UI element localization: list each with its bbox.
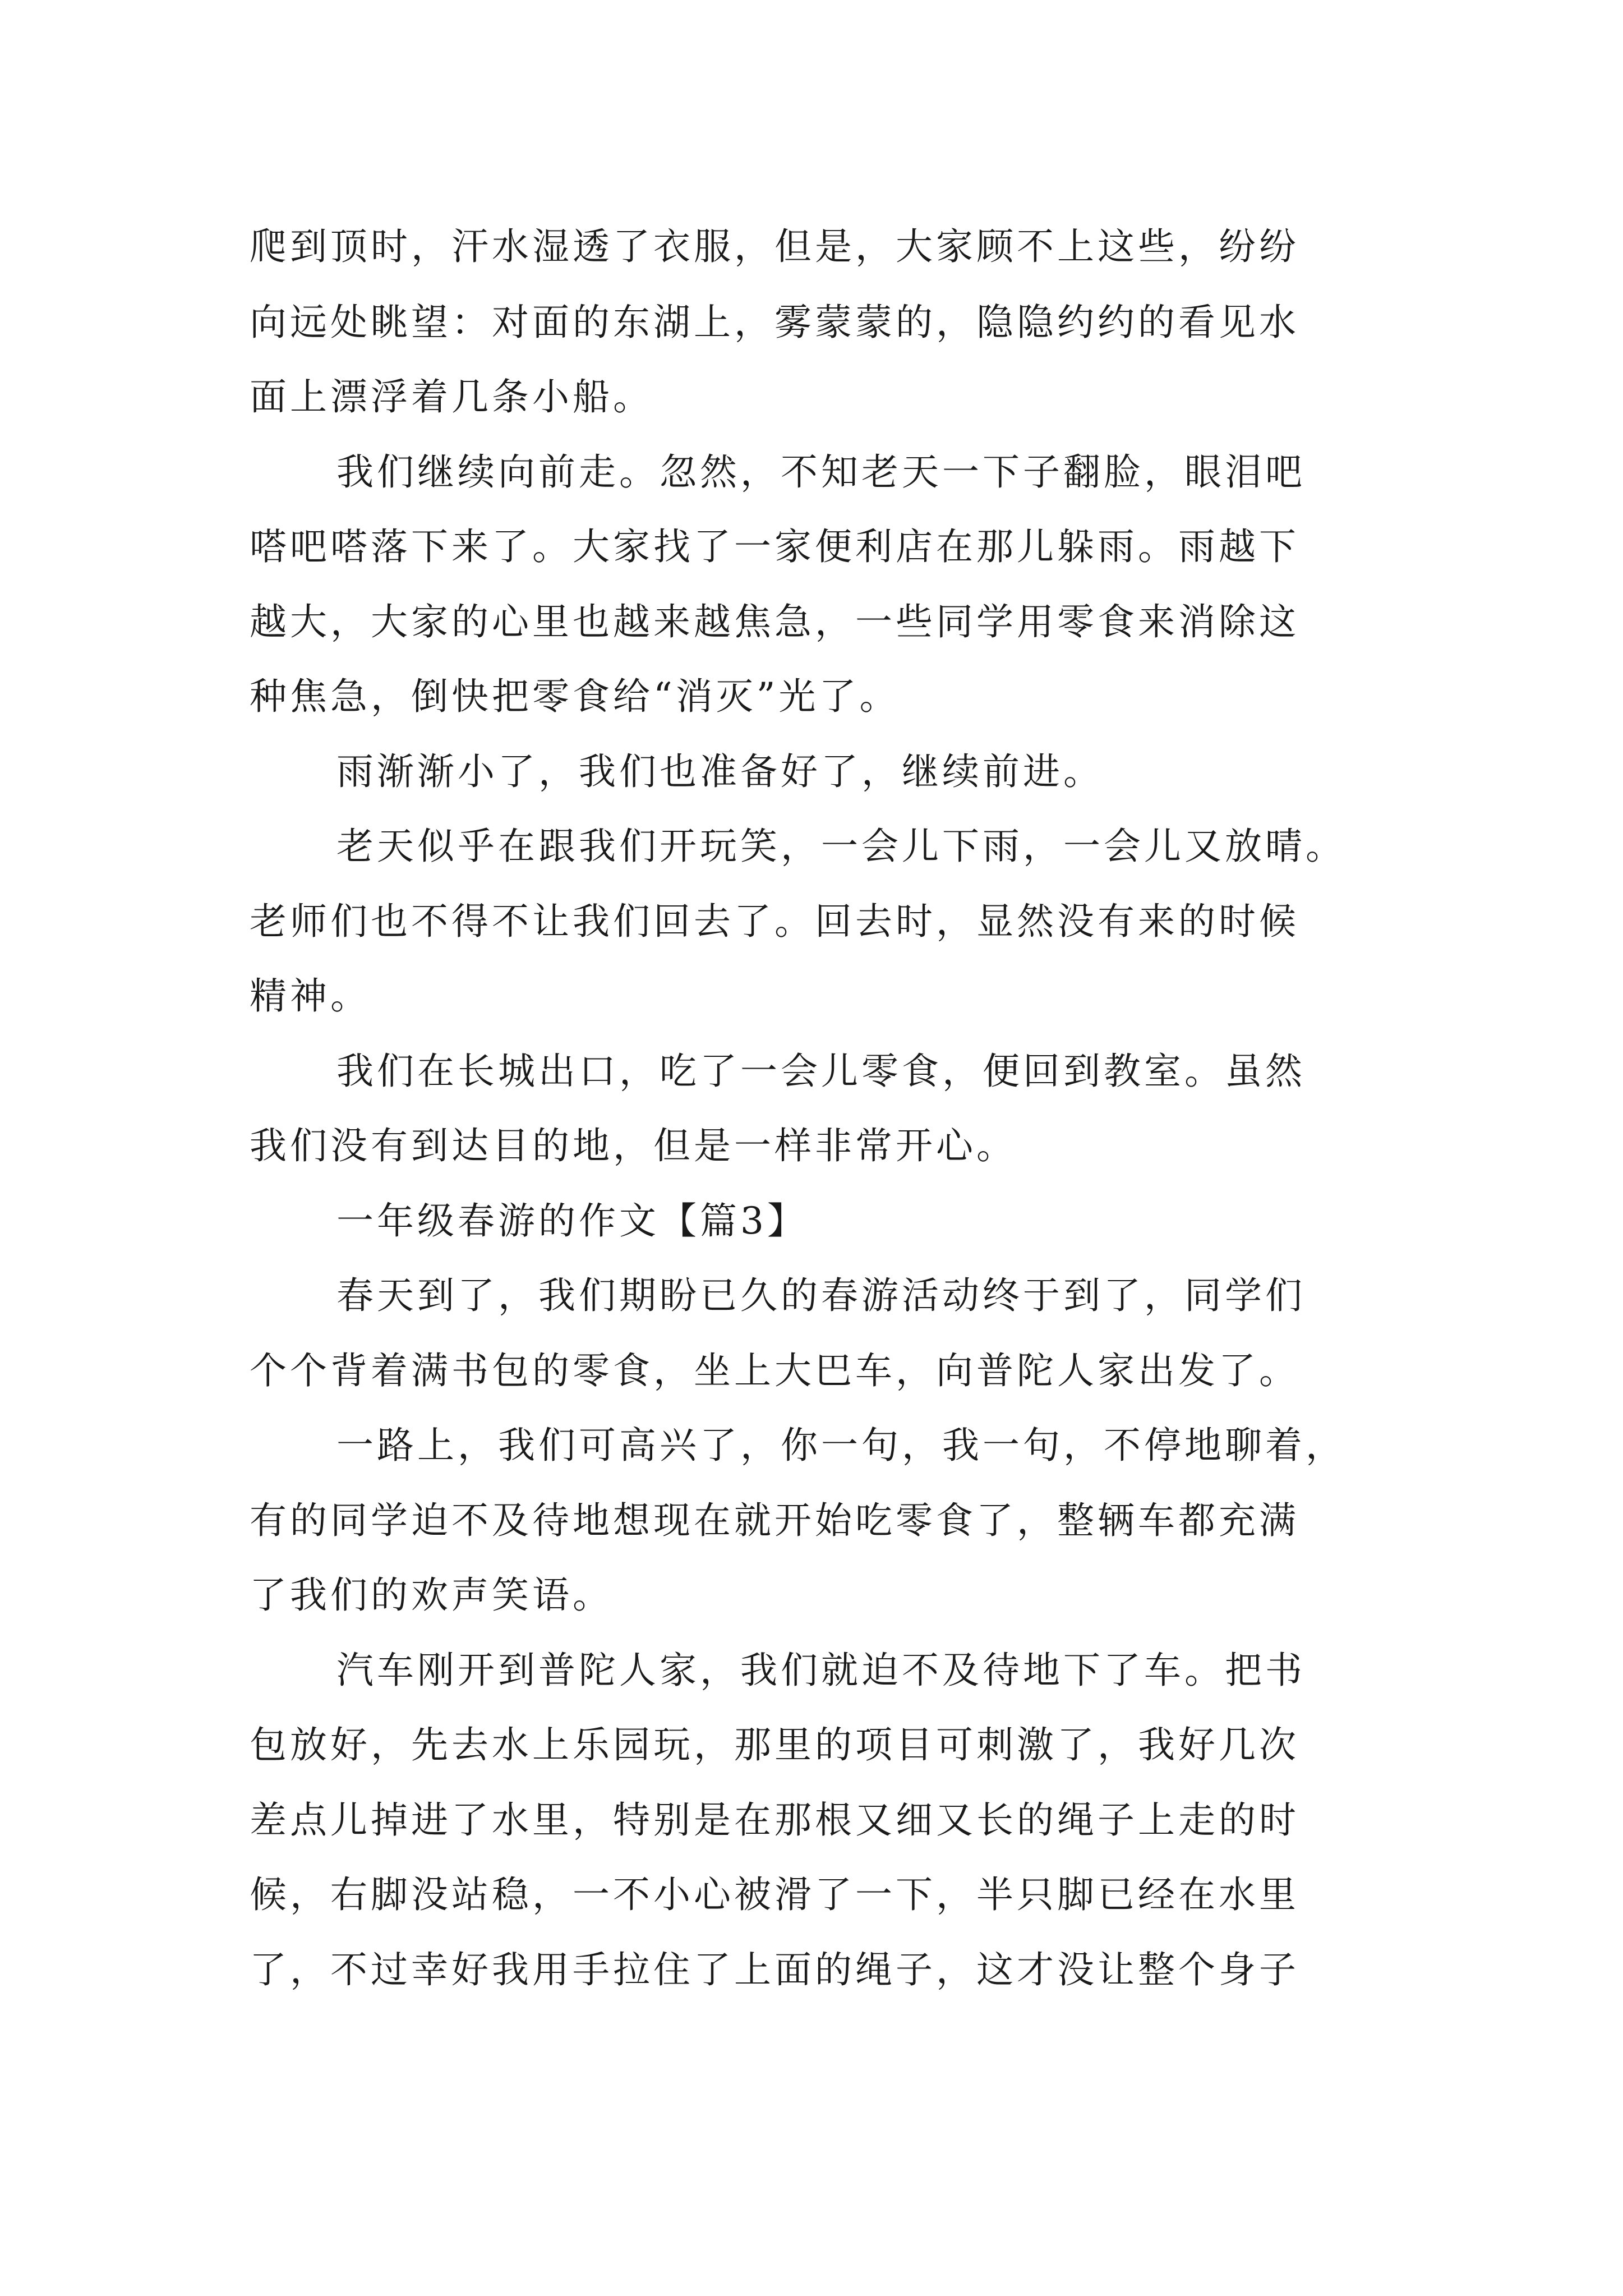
text-line: 包放好，先去水上乐园玩，那里的项目可刺激了，我好几次	[250, 1723, 1299, 1766]
text-line: 了，不过幸好我用手拉住了上面的绳子，这才没让整个身子	[250, 1948, 1299, 1991]
paragraph-start-line: 雨渐渐小了，我们也准备好了，继续前进。	[336, 750, 1104, 793]
text-line: 种焦急，倒快把零食给“消灭”光了。	[250, 675, 900, 718]
text-line: 越大，大家的心里也越来越焦急，一些同学用零食来消除这	[250, 600, 1299, 643]
paragraph-start-line: 我们在长城出口，吃了一会儿零食，便回到教室。虽然	[336, 1050, 1306, 1093]
text-line: 差点儿掉进了水里，特别是在那根又细又长的绳子上走的时	[250, 1798, 1299, 1842]
text-line: 了我们的欢声笑语。	[250, 1573, 613, 1617]
paragraph-start-line: 一路上，我们可高兴了，你一句，我一句，不停地聊着，	[336, 1424, 1346, 1467]
text-line: 老师们也不得不让我们回去了。回去时，显然没有来的时候	[250, 900, 1299, 943]
text-line: 嗒吧嗒落下来了。大家找了一家便利店在那儿躲雨。雨越下	[250, 525, 1299, 568]
paragraph-start-line: 我们继续向前走。忽然，不知老天一下子翻脸，眼泪吧	[336, 450, 1306, 494]
text-line: 我们没有到达目的地，但是一样非常开心。	[250, 1124, 1017, 1167]
text-line: 候，右脚没站稳，一不小心被滑了一下，半只脚已经在水里	[250, 1873, 1299, 1916]
section-heading: 一年级春游的作文【篇3】	[336, 1199, 808, 1243]
paragraph-start-line: 春天到了，我们期盼已久的春游活动终于到了，同学们	[336, 1274, 1306, 1317]
text-line: 面上漂浮着几条小船。	[250, 375, 653, 418]
text-line: 精神。	[250, 974, 371, 1018]
paragraph-start-line: 汽车刚开到普陀人家，我们就迫不及待地下了车。把书	[336, 1649, 1306, 1692]
text-line: 个个背着满书包的零食，坐上大巴车，向普陀人家出发了。	[250, 1349, 1299, 1392]
text-line: 向远处眺望：对面的东湖上，雾蒙蒙的，隐隐约约的看见水	[250, 301, 1299, 344]
paragraph-start-line: 老天似乎在跟我们开玩笑，一会儿下雨，一会儿又放晴。	[336, 825, 1346, 868]
text-line: 爬到顶时，汗水湿透了衣服，但是，大家顾不上这些，纷纷	[250, 225, 1299, 268]
text-line: 有的同学迫不及待地想现在就开始吃零食了，整辆车都充满	[250, 1499, 1299, 1542]
